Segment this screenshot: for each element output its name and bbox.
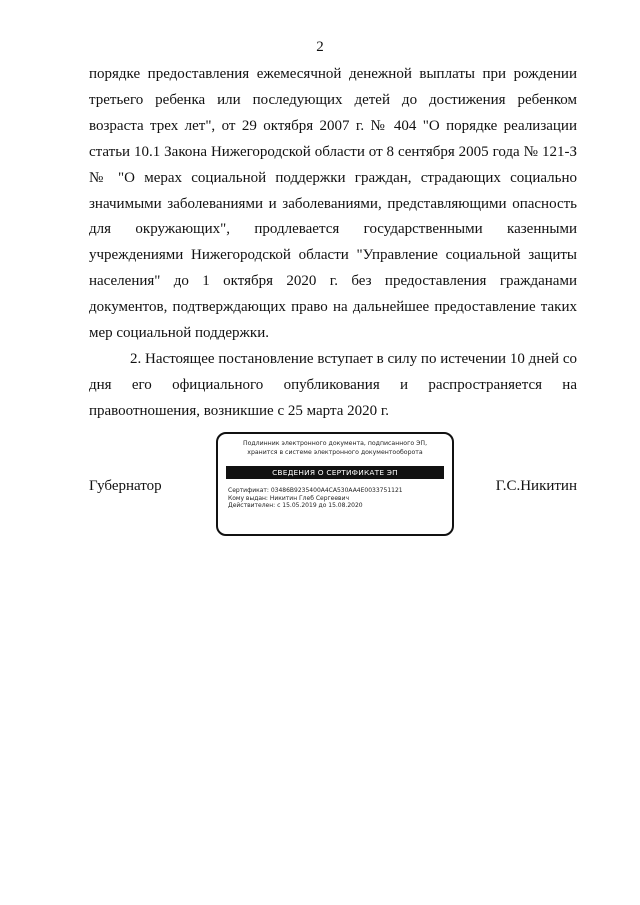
stamp-banner: СВЕДЕНИЯ О СЕРТИФИКАТЕ ЭП <box>226 466 444 479</box>
signer-name: Г.С.Никитин <box>495 478 577 494</box>
stamp-validity: Действителен: с 15.05.2019 до 15.08.2020 <box>228 502 363 510</box>
stamp-header <box>226 440 444 457</box>
stamp-details <box>228 487 444 510</box>
signer-title: Губернатор <box>89 478 162 494</box>
paragraph-effective-date: 2. Настоящее постановление вступает в силу по истечении 10 дней со дня его официального опубликования и распространяется на правоотношения, возникшие с 25 марта 2020 г. <box>89 350 577 419</box>
signature-block <box>0 432 640 538</box>
paragraph-continuation: порядке предоставления ежемесячной денежной выплаты при рождении третьего ребенка или последующих детей до достижения ребенком возраста трех лет", от 29 октября 2007 г. № 404 "О порядке реализации статьи 10.1 Закона Нижегородской области от 8 сентября 2005 года № 121-З № "О мерах социальной поддержки граждан, страдающих социально значимыми заболеваниями и заболеваниями, представляющими опасность для окружающих", продлевается государственными казенными учреждениями Нижегородской области "Управление социальной защиты населения" до 1 октября 2020 г. без предоставления гражданами документов, подтверждающих право на дальнейшее предоставление таких мер социальной поддержки. <box>89 66 577 342</box>
stamp-certificate: Сертификат: 03486B9235400A4CA530AA4E0033751121 <box>228 487 403 494</box>
stamp-issued-to: Кому выдан: Никитин Глеб Сергеевич <box>228 494 350 502</box>
stamp-header-line: хранится в системе электронного документооборота <box>247 448 423 456</box>
stamp-header-line: Подлинник электронного документа, подписанного ЭП, <box>242 440 428 447</box>
electronic-signature-stamp <box>216 432 454 536</box>
document-body <box>89 62 577 425</box>
page-number: 2 <box>316 39 324 55</box>
